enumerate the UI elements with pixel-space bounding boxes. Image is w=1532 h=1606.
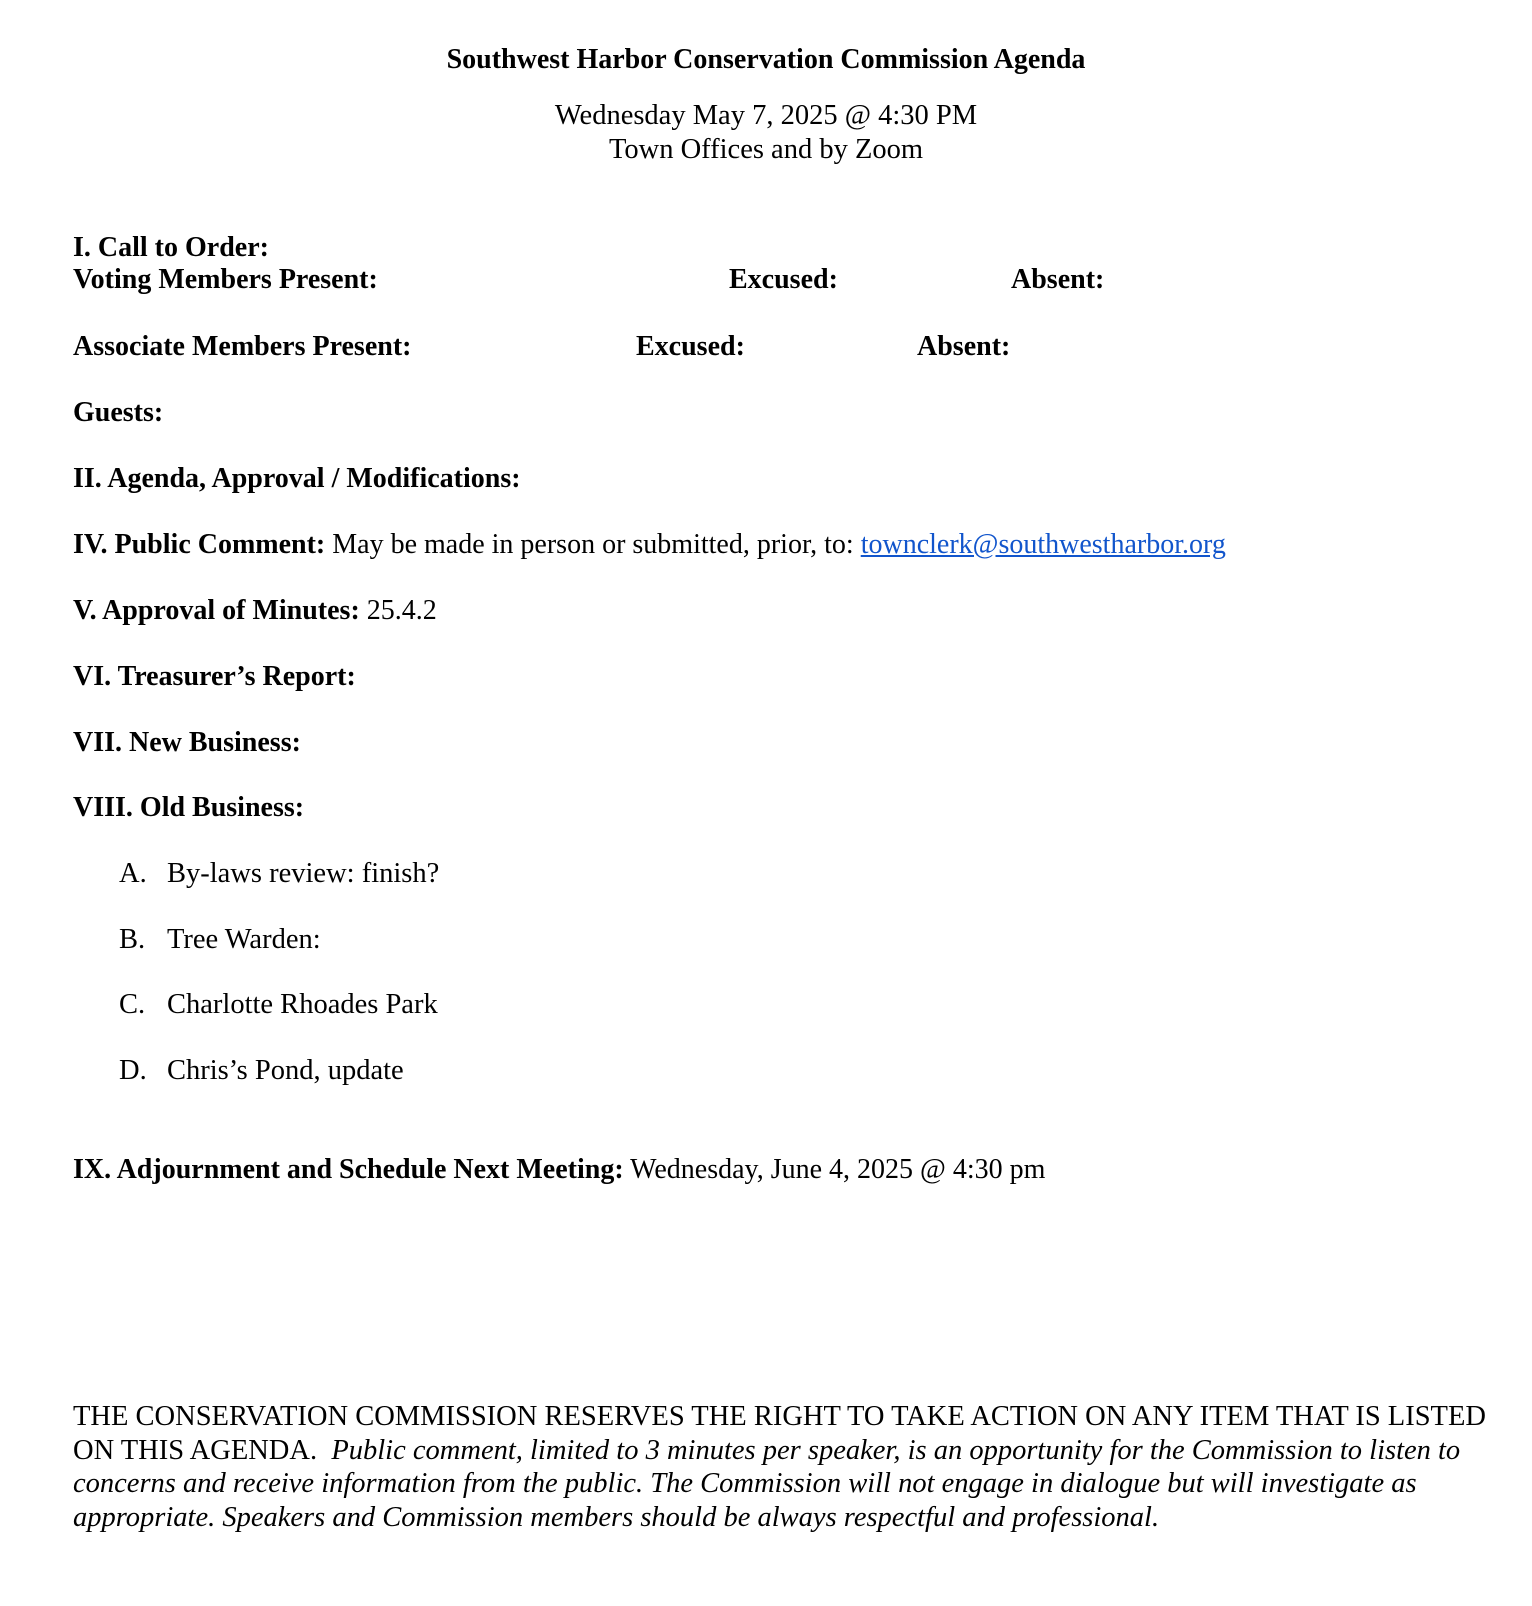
disclaimer-caps-text: THE CONSERVATION COMMISSION RESERVES THE RIGHT TO TAKE ACTION ON ANY ITEM THAT IS LISTED ON THIS AGENDA.	[73, 1401, 1486, 1466]
list-item-letter: C.	[119, 989, 146, 1020]
disclaimer-italic-text: Public comment, limited to 3 minutes per speaker, is an opportunity for the Commission to listen to concerns and receive information from the public. The Commission will not engage in dialogue but will investigate as appropriate. Speakers and Commission members should be always respectful and professional.	[73, 1434, 1461, 1533]
disclaimer-paragraph	[73, 1400, 1493, 1534]
associate-members-present-label: Associate Members Present:	[73, 331, 412, 362]
public-comment-text: May be made in person or submitted, prior, to:	[325, 529, 861, 560]
town-clerk-email-link[interactable]: townclerk@southwestharbor.org	[860, 529, 1226, 560]
adjournment-line	[73, 1154, 1045, 1186]
meeting-date: Wednesday May 7, 2025 @ 4:30 PM	[554, 100, 978, 131]
list-item-text: Charlotte Rhoades Park	[167, 989, 438, 1020]
voting-absent-label: Absent:	[1011, 264, 1105, 295]
voting-excused-label: Excused:	[729, 264, 838, 295]
list-item-text: By-laws review: finish?	[167, 858, 440, 889]
list-item	[119, 989, 438, 1021]
voting-members-present-label: Voting Members Present:	[73, 264, 378, 295]
list-item-letter: D.	[119, 1055, 147, 1086]
new-business-heading: VII. New Business:	[73, 727, 301, 758]
document-title: Southwest Harbor Conservation Commission Agenda	[446, 44, 1086, 75]
list-item-text: Tree Warden:	[167, 924, 321, 955]
list-item-text: Chris’s Pond, update	[167, 1055, 404, 1086]
minutes-heading: V. Approval of Minutes:	[73, 595, 360, 626]
adjournment-heading: IX. Adjournment and Schedule Next Meeting:	[73, 1154, 624, 1185]
old-business-heading: VIII. Old Business:	[73, 792, 305, 823]
next-meeting-value: Wednesday, June 4, 2025 @ 4:30 pm	[623, 1154, 1046, 1185]
list-item-letter: B.	[119, 924, 146, 955]
meeting-location: Town Offices and by Zoom	[608, 134, 924, 165]
list-item-letter: A.	[119, 858, 147, 889]
agenda-approval-heading: II. Agenda, Approval / Modifications:	[73, 463, 521, 494]
minutes-line	[73, 595, 437, 627]
treasurer-report-heading: VI. Treasurer’s Report:	[73, 661, 356, 692]
list-item	[119, 1055, 404, 1087]
list-item	[119, 858, 439, 890]
list-item	[119, 924, 321, 956]
call-to-order-heading: I. Call to Order:	[73, 232, 269, 263]
associate-absent-label: Absent:	[917, 331, 1011, 362]
public-comment-heading: IV. Public Comment:	[73, 529, 326, 560]
minutes-value: 25.4.2	[359, 595, 437, 626]
guests-label: Guests:	[73, 397, 164, 428]
associate-excused-label: Excused:	[636, 331, 745, 362]
public-comment-line	[73, 529, 1226, 561]
